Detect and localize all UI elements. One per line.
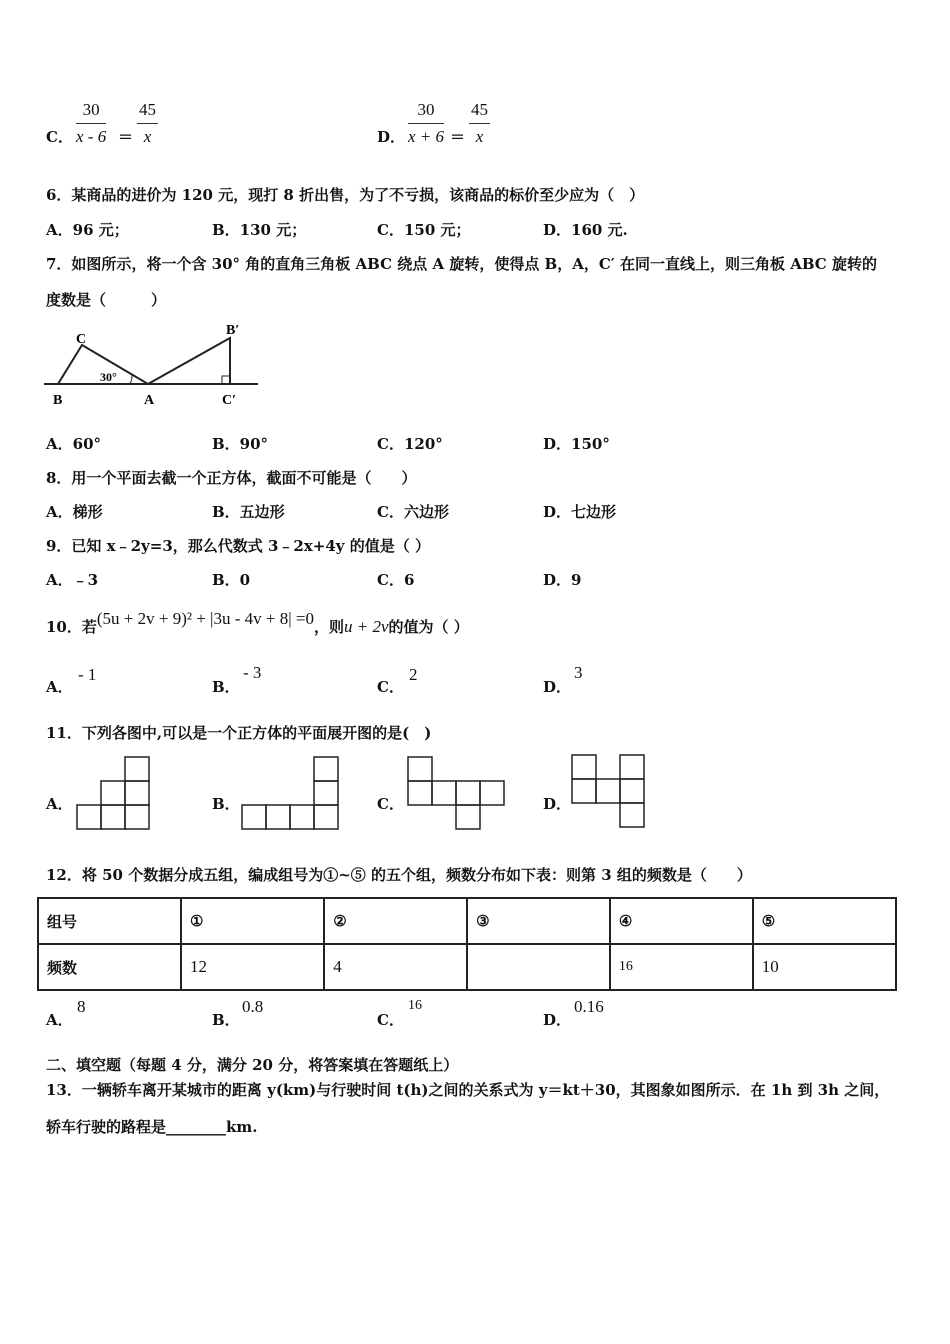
numerator: 45 [469, 100, 490, 124]
net-square [596, 779, 620, 803]
option-d-label: D． [543, 795, 572, 813]
table-cell: 12 [181, 944, 324, 990]
table-row [38, 944, 896, 990]
option-c-label: C． [377, 678, 404, 696]
question-13: 13．一辆轿车离开某城市的距离 y(km)与行驶时间 t(h)之间的关系式为 y＝kt＋30，其图象如图所示．在 1h 到 3h 之间， [46, 1081, 890, 1099]
frequency-table [37, 897, 897, 991]
option-d-label: D． [543, 1011, 572, 1029]
question-12: 12．将 50 个数据分成五组，编成组号为①~⑤ 的五个组，频数分布如下表：则第 3 组的频数是（ ） [46, 866, 752, 884]
denominator: x [143, 127, 152, 146]
cube-net-c [407, 756, 507, 832]
table-row [38, 898, 896, 944]
net-square [290, 805, 314, 829]
option-c: C．六边形 [377, 503, 449, 521]
numerator: 45 [137, 100, 158, 124]
option-d-label: D． [377, 128, 406, 146]
option-c: C．150 元； [377, 221, 471, 239]
net-square [242, 805, 266, 829]
net-square [101, 781, 125, 805]
net-square [314, 757, 338, 781]
question-13-text: 轿车行驶的路程是 [46, 1118, 167, 1136]
unit: km. [226, 1118, 258, 1136]
question-8: 8．用一个平面去截一个正方体，截面不可能是（ ） [46, 469, 417, 487]
answer-blank: ________ [166, 1118, 227, 1136]
numerator: 30 [76, 100, 106, 124]
denominator: x + 6 [408, 127, 445, 146]
cube-net-d [571, 754, 647, 830]
question-6: 6．某商品的进价为 120 元，现打 8 折出售，为了不亏损，该商品的标价至少应为（ ） [46, 186, 645, 204]
question-10-mid: ，则 [313, 618, 344, 636]
numerator: 30 [408, 100, 444, 124]
triangle-rotation-figure [40, 318, 265, 410]
table-cell: ④ [610, 898, 753, 944]
option-a-value: 8 [77, 997, 86, 1016]
expression: u + 2v [343, 617, 389, 636]
option-b-label: B． [212, 795, 240, 813]
net-square [125, 805, 149, 829]
label-b: B [53, 393, 63, 408]
option-d-label: D． [543, 678, 572, 696]
net-square [572, 779, 596, 803]
equals: ＝ [450, 128, 466, 146]
option-c-label: C． [377, 795, 404, 813]
option-c-value: 2 [409, 665, 418, 684]
net-square [620, 755, 644, 779]
equation: (5u + 2v + 9)² + |3u - 4v + 8| =0 [96, 609, 314, 628]
table-cell: ① [181, 898, 324, 944]
net-square [101, 805, 125, 829]
fraction [408, 100, 444, 147]
option-b: B．0 [212, 571, 251, 589]
net-square [408, 781, 432, 805]
net-square [456, 781, 480, 805]
net-square [266, 805, 290, 829]
option-a-label: A． [46, 795, 73, 813]
table-cell: ⑤ [753, 898, 896, 944]
table-cell: 频数 [38, 944, 181, 990]
option-d-value: 0.16 [574, 997, 604, 1016]
angle-label: 30° [100, 370, 117, 384]
option-d: D．七边形 [543, 503, 617, 521]
net-square [314, 781, 338, 805]
option-c: C．120° [377, 435, 443, 453]
option-c: C．6 [377, 571, 415, 589]
table-cell [467, 944, 610, 990]
fraction [76, 100, 106, 147]
option-d-value: 3 [574, 663, 583, 682]
question-10-suffix: 的值为（ ） [388, 618, 469, 636]
table-cell: 4 [324, 944, 467, 990]
table-cell: ③ [467, 898, 610, 944]
fraction [137, 100, 158, 147]
question-11: 11．下列各图中,可以是一个正方体的平面展开图的是( ) [46, 724, 432, 742]
equals: ＝ [118, 128, 134, 146]
option-d: D．9 [543, 571, 582, 589]
option-b-value: - 3 [243, 663, 262, 682]
net-square [408, 757, 432, 781]
net-square [432, 781, 456, 805]
table-cell: ② [324, 898, 467, 944]
net-square [77, 805, 101, 829]
option-a-label: A． [46, 1011, 73, 1029]
option-d: D．150° [543, 435, 610, 453]
table-cell: 10 [753, 944, 896, 990]
question-7: 7．如图所示，将一个含 30° 角的直角三角板 ABC 绕点 A 旋转，使得点 B，A，C′ 在同一直线上，则三角板 ABC 旋转的 [46, 255, 877, 273]
option-b: B．五边形 [212, 503, 285, 521]
question-13-cont [46, 1118, 258, 1136]
denominator: x [475, 127, 484, 146]
option-a: A．96 元； [46, 221, 129, 239]
label-c-prime: C′ [222, 393, 237, 408]
option-a-value: - 1 [78, 665, 97, 684]
option-b-label: B． [212, 678, 240, 696]
option-b-value: 0.8 [242, 997, 264, 1016]
net-square [456, 805, 480, 829]
cube-net-a [76, 756, 152, 832]
label-a: A [144, 393, 155, 408]
table-cell: 组号 [38, 898, 181, 944]
question-7-cont: 度数是（ ） [46, 291, 167, 309]
net-square [314, 805, 338, 829]
label-b-prime: B′ [226, 323, 240, 338]
option-a: A．60° [46, 435, 102, 453]
section-heading: 二、填空题（每题 4 分，满分 20 分，将答案填在答题纸上） [46, 1056, 459, 1074]
cube-net-b [241, 756, 341, 832]
net-square [572, 755, 596, 779]
option-d: D．160 元. [543, 221, 628, 239]
net-square [620, 779, 644, 803]
question-10-prefix: 10．若 [46, 618, 97, 636]
net-square [620, 803, 644, 827]
denominator: x - 6 [76, 127, 107, 146]
option-a: A．梯形 [46, 503, 103, 521]
net-square [480, 781, 504, 805]
table-cell: 16 [610, 944, 753, 990]
option-b: B．130 元； [212, 221, 307, 239]
option-c-label: C． [46, 128, 73, 146]
option-b: B．90° [212, 435, 269, 453]
net-square [125, 781, 149, 805]
question-10 [46, 609, 469, 636]
option-a-label: A． [46, 678, 73, 696]
question-9: 9．已知 x﹣2y=3，那么代数式 3﹣2x+4y 的值是（ ） [46, 537, 430, 555]
fraction [469, 100, 490, 147]
label-c: C [76, 332, 87, 347]
net-square [125, 757, 149, 781]
option-c-value: 16 [408, 998, 422, 1013]
option-c-label: C． [377, 1011, 404, 1029]
option-b-label: B． [212, 1011, 240, 1029]
option-a: A．﹣3 [46, 571, 99, 589]
